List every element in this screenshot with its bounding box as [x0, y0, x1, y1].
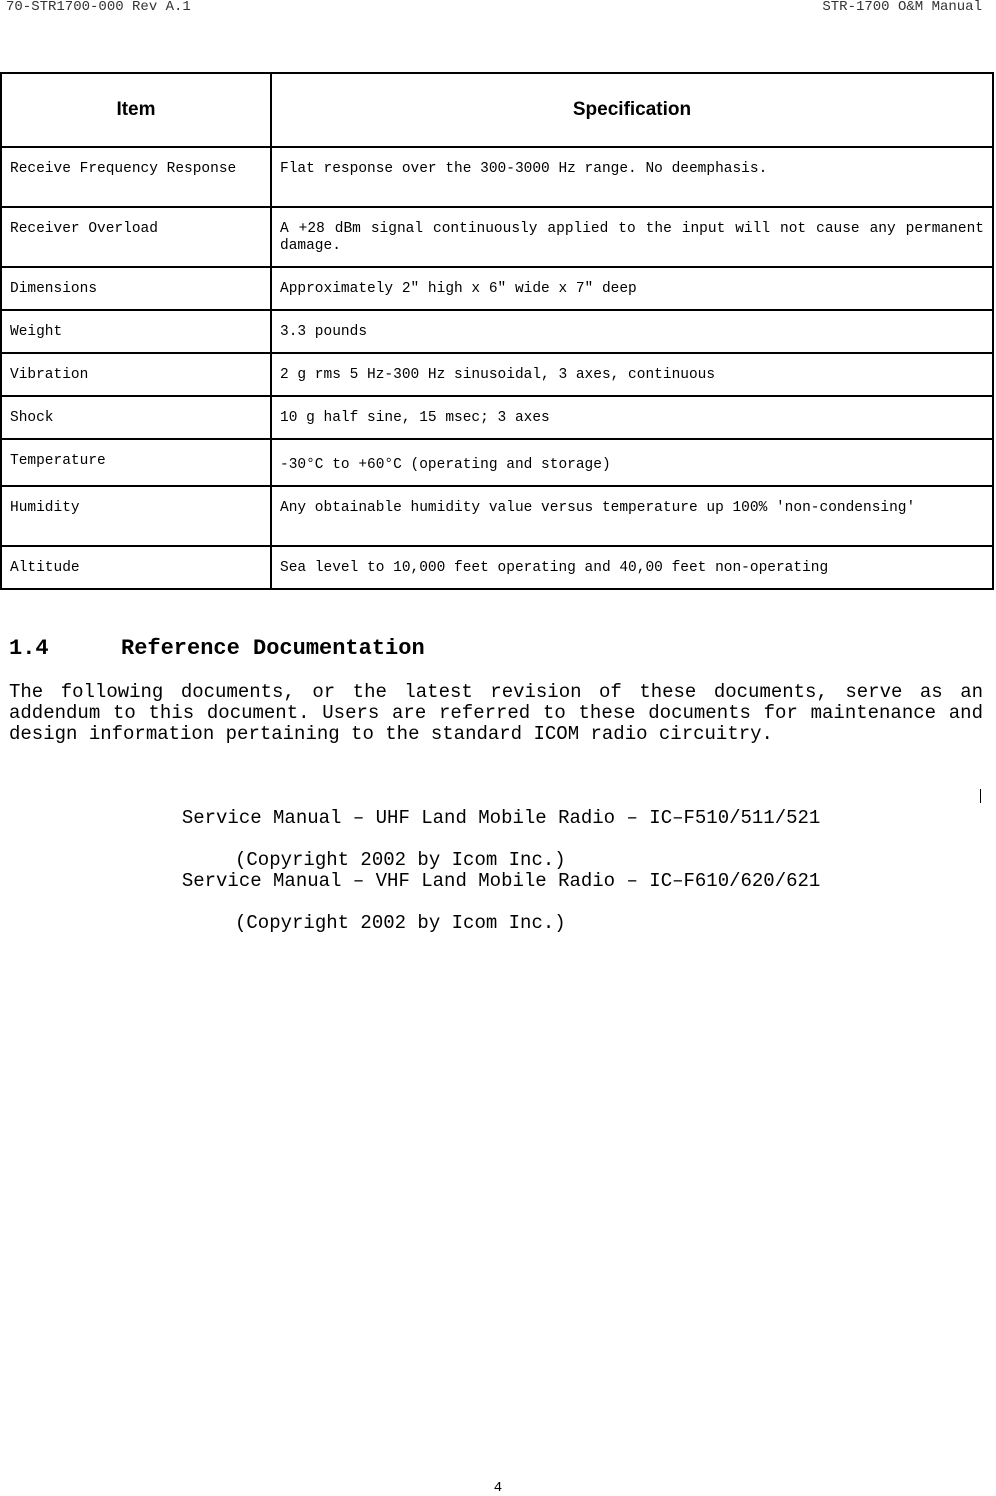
- table-row: [1, 353, 993, 396]
- table-row: [1, 310, 993, 353]
- section-number: 1.4: [9, 636, 49, 661]
- table-row: [1, 486, 993, 546]
- spec-cell: A +28 dBm signal continuously applied to the input will not cause any permanent damage.: [271, 207, 993, 267]
- column-header-item: Item: [1, 73, 271, 147]
- spec-cell: Any obtainable humidity value versus temperature up 100% 'non-condensing': [271, 486, 993, 546]
- spec-cell: -30°C to +60°C (operating and storage): [271, 439, 993, 486]
- item-cell: Receive Frequency Response: [1, 147, 271, 207]
- spec-cell: Flat response over the 300-3000 Hz range. No deemphasis.: [271, 147, 993, 207]
- table-row: [1, 546, 993, 589]
- page-header: [0, 0, 996, 18]
- item-cell: Weight: [1, 310, 271, 353]
- manual-title: STR-1700 O&M Manual: [822, 0, 982, 15]
- reference-copyright: (Copyright 2002 by Icom Inc.): [235, 849, 566, 871]
- spec-cell: Approximately 2" high x 6" wide x 7" deep: [271, 267, 993, 310]
- item-cell: Shock: [1, 396, 271, 439]
- spec-cell: 3.3 pounds: [271, 310, 993, 353]
- section-heading: [9, 636, 425, 661]
- table-row: [1, 267, 993, 310]
- table-row: [1, 147, 993, 207]
- item-cell: Dimensions: [1, 267, 271, 310]
- document-number: 70-STR1700-000 Rev A.1: [6, 0, 191, 15]
- item-cell: Temperature: [1, 439, 271, 486]
- item-cell: Receiver Overload: [1, 207, 271, 267]
- reference-copyright: (Copyright 2002 by Icom Inc.): [235, 912, 566, 934]
- revision-change-bar: [980, 789, 981, 803]
- table-row: [1, 396, 993, 439]
- section-title: Reference Documentation: [121, 636, 425, 661]
- reference-item: [159, 850, 820, 955]
- item-cell: Vibration: [1, 353, 271, 396]
- table-row: [1, 207, 993, 267]
- spec-cell: 2 g rms 5 Hz-300 Hz sinusoidal, 3 axes, continuous: [271, 353, 993, 396]
- page-number: 4: [493, 1480, 503, 1496]
- item-cell: Humidity: [1, 486, 271, 546]
- item-cell: Altitude: [1, 546, 271, 589]
- spec-cell: Sea level to 10,000 feet operating and 40,00 feet non-operating: [271, 546, 993, 589]
- table-header-row: [1, 73, 993, 147]
- spec-cell: 10 g half sine, 15 msec; 3 axes: [271, 396, 993, 439]
- table-row: [1, 439, 993, 486]
- reference-title: Service Manual – VHF Land Mobile Radio – IC–F610/620/621: [181, 870, 821, 892]
- column-header-specification: Specification: [271, 73, 993, 147]
- section-paragraph: The following documents, or the latest revision of these documents, serve as an addendum to this document. Users are referred to these documents for maintenance and design information pertaining to the standard ICOM radio circuitry.: [9, 681, 983, 745]
- reference-title: Service Manual – UHF Land Mobile Radio – IC–F510/511/521: [181, 807, 821, 829]
- specification-table: [0, 72, 994, 590]
